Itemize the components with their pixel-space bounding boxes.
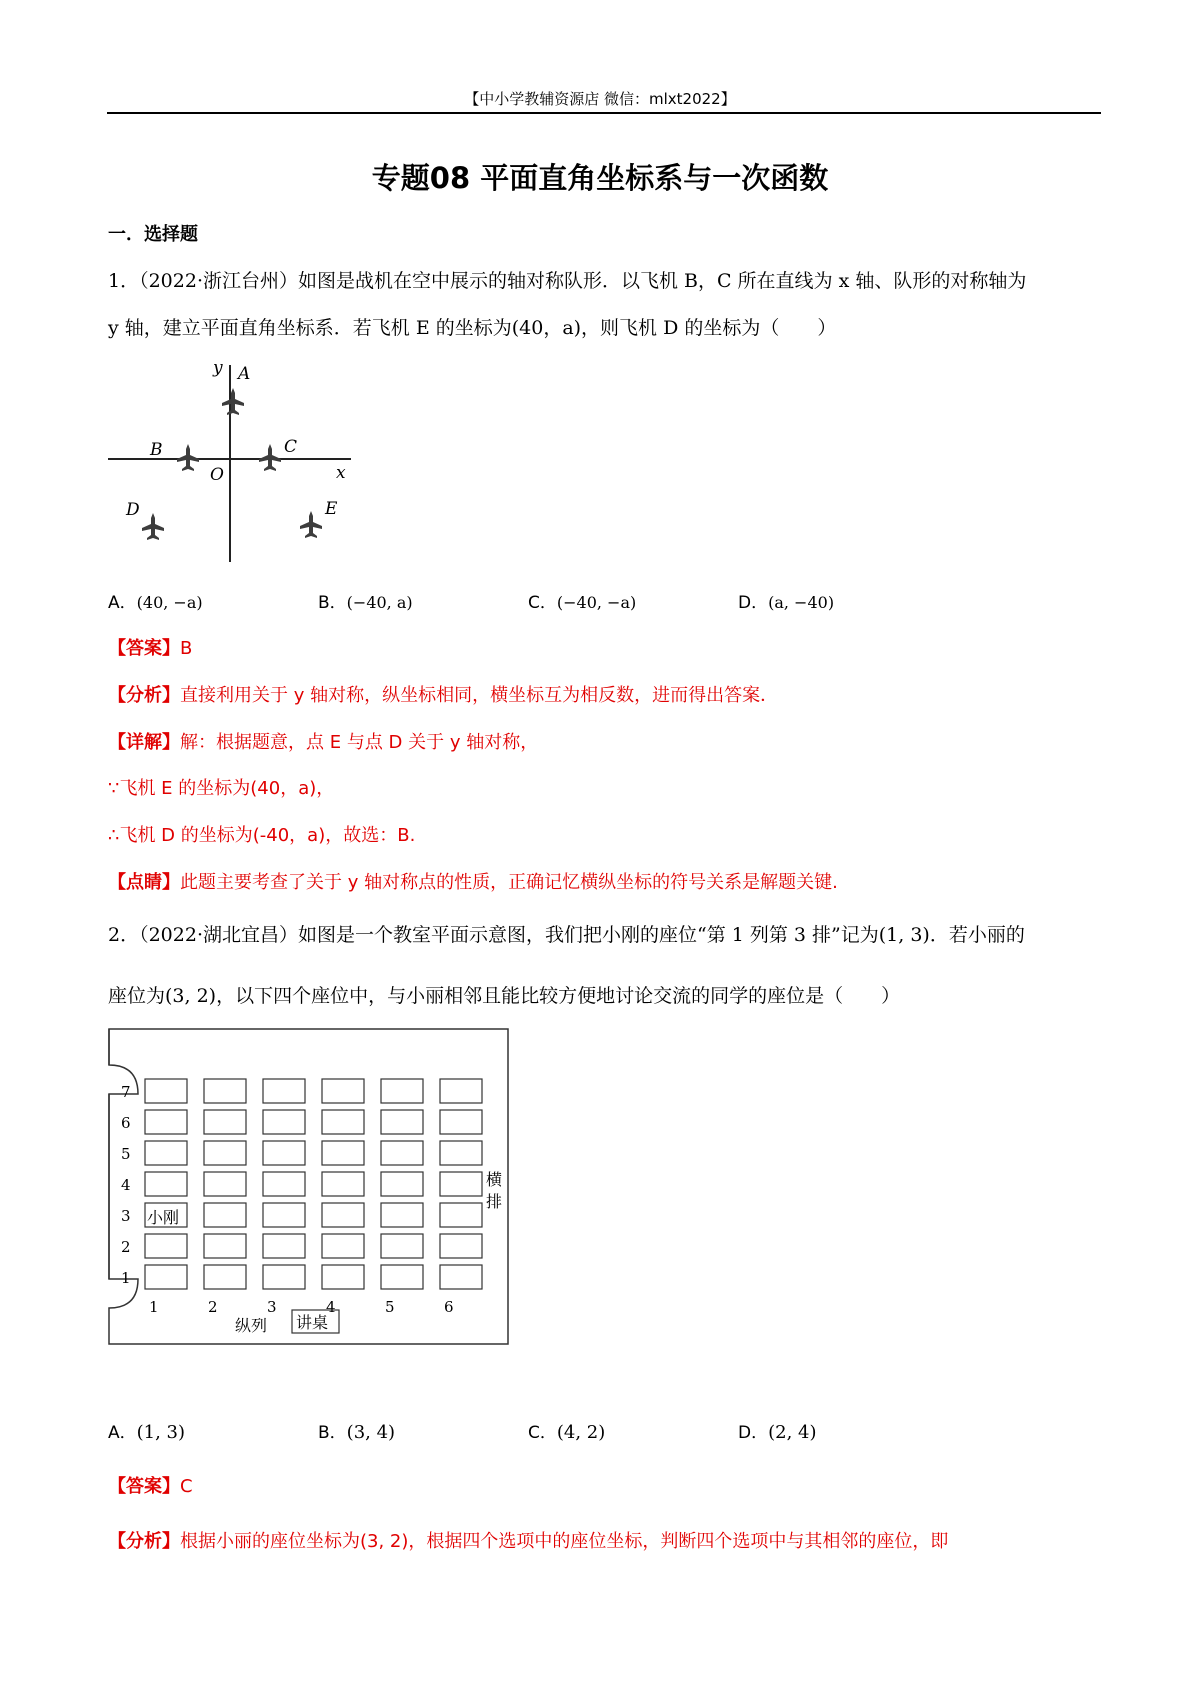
- label-o: O: [210, 465, 224, 485]
- label-c: C: [284, 437, 298, 457]
- seat: [204, 1079, 246, 1103]
- row-number: 7: [121, 1083, 131, 1101]
- seat: [145, 1172, 187, 1196]
- seat: [204, 1203, 246, 1227]
- q1-because: ∵飞机 E 的坐标为(40，a)，: [108, 778, 335, 799]
- classroom-outline: [109, 1029, 508, 1344]
- seat: [381, 1110, 423, 1134]
- page-header: 【中小学教辅资源店 微信：mlxt2022】: [464, 90, 736, 108]
- q2-classroom-figure: [108, 1027, 510, 1347]
- seat: [263, 1141, 305, 1165]
- seat: [440, 1203, 482, 1227]
- row-number: 4: [121, 1176, 131, 1194]
- plane-a: [222, 388, 244, 415]
- seat: [381, 1141, 423, 1165]
- seat: [322, 1203, 364, 1227]
- seat: [440, 1172, 482, 1196]
- column-number: 1: [149, 1298, 159, 1316]
- row-label-2: 排: [486, 1192, 503, 1211]
- seat: [204, 1265, 246, 1289]
- column-number: 5: [385, 1298, 395, 1316]
- seat: [263, 1265, 305, 1289]
- seat: [204, 1172, 246, 1196]
- seat: [322, 1141, 364, 1165]
- q2-option-a[interactable]: A．(1, 3): [108, 1422, 186, 1443]
- q1-stem-line2: y 轴，建立平面直角坐标系．若飞机 E 的坐标为(40，a)，则飞机 D 的坐标为（ ）: [108, 317, 837, 339]
- q1-option-a[interactable]: A．(40, −a): [108, 593, 203, 613]
- q2-option-b[interactable]: B．(3, 4): [318, 1422, 396, 1443]
- seat: [440, 1234, 482, 1258]
- q2-analysis: 【分析】根据小丽的座位坐标为(3, 2)，根据四个选项中的座位坐标，判断四个选项中与其相邻的座位，即: [108, 1531, 949, 1552]
- q1-stem-line1: 1．（2022·浙江台州）如图是战机在空中展示的轴对称队形．以飞机 B，C 所在直线为 x 轴、队形的对称轴为: [108, 270, 1027, 292]
- seat: [322, 1172, 364, 1196]
- seat: [204, 1234, 246, 1258]
- column-number: 6: [444, 1298, 454, 1316]
- seat: [381, 1172, 423, 1196]
- row-number: 3: [121, 1207, 131, 1225]
- xiaogang-label: 小刚: [147, 1208, 180, 1227]
- q1-option-c[interactable]: C．(−40, −a): [528, 593, 637, 613]
- column-number: 2: [208, 1298, 218, 1316]
- label-x: x: [336, 463, 346, 483]
- header-rule: [107, 112, 1101, 114]
- seat: [381, 1234, 423, 1258]
- q1-formation-figure: [108, 355, 368, 565]
- row-label-1: 横: [486, 1170, 503, 1189]
- label-e: E: [325, 499, 338, 519]
- seat: [322, 1110, 364, 1134]
- seat: [322, 1234, 364, 1258]
- page-title: 专题08 平面直角坐标系与一次函数: [371, 161, 829, 195]
- seat: [263, 1172, 305, 1196]
- row-number: 2: [121, 1238, 131, 1256]
- q1-option-d[interactable]: D．(a, −40): [738, 593, 835, 613]
- seat: [204, 1110, 246, 1134]
- seat: [145, 1141, 187, 1165]
- q2-option-c[interactable]: C．(4, 2): [528, 1422, 606, 1443]
- plane-e: [300, 511, 322, 538]
- seat: [263, 1234, 305, 1258]
- row-number: 1: [121, 1269, 131, 1287]
- seat: [145, 1079, 187, 1103]
- seat: [145, 1265, 187, 1289]
- row-numbers: [121, 1083, 131, 1287]
- seat-grid: [145, 1079, 482, 1289]
- seat: [381, 1265, 423, 1289]
- q1-option-b[interactable]: B．(−40, a): [318, 593, 413, 613]
- q1-answer: 【答案】B: [108, 638, 193, 659]
- seat: [322, 1265, 364, 1289]
- plane-c: [259, 444, 281, 471]
- q1-therefore: ∴飞机 D 的坐标为(-40，a)，故选：B.: [108, 825, 416, 846]
- seat: [440, 1265, 482, 1289]
- label-y: y: [213, 358, 223, 378]
- q1-comment: 【点睛】此题主要考查了关于 y 轴对称点的性质，正确记忆横纵坐标的符号关系是解题关键.: [108, 872, 838, 893]
- seat: [263, 1203, 305, 1227]
- column-number: 3: [267, 1298, 277, 1316]
- seat: [440, 1079, 482, 1103]
- label-b: B: [150, 440, 163, 460]
- q1-analysis: 【分析】直接利用关于 y 轴对称，纵坐标相同，横坐标互为相反数，进而得出答案．: [108, 685, 779, 706]
- column-number: 4: [326, 1298, 336, 1316]
- row-number: 6: [121, 1114, 131, 1132]
- q2-stem-line1: 2．（2022·湖北宜昌）如图是一个教室平面示意图，我们把小刚的座位“第 1 列第 3 排”记为(1, 3)．若小丽的: [108, 924, 1025, 946]
- seat: [440, 1141, 482, 1165]
- seat: [322, 1079, 364, 1103]
- seat: [263, 1079, 305, 1103]
- section-heading: 一．选择题: [108, 224, 198, 245]
- q2-option-d[interactable]: D．(2, 4): [738, 1422, 817, 1443]
- q1-detail: 【详解】解：根据题意，点 E 与点 D 关于 y 轴对称，: [108, 732, 539, 753]
- plane-d: [142, 513, 164, 540]
- label-a: A: [238, 364, 251, 384]
- row-number: 5: [121, 1145, 131, 1163]
- seat: [145, 1234, 187, 1258]
- column-label: 纵列: [235, 1316, 268, 1335]
- seat: [263, 1110, 305, 1134]
- seat: [381, 1079, 423, 1103]
- seat: [440, 1110, 482, 1134]
- q2-stem-line2: 座位为(3, 2)，以下四个座位中，与小丽相邻且能比较方便地讨论交流的同学的座位是（ ）: [108, 985, 901, 1007]
- seat: [204, 1141, 246, 1165]
- seat: [145, 1110, 187, 1134]
- q2-answer: 【答案】C: [108, 1476, 193, 1497]
- plane-b: [177, 444, 199, 471]
- seat: [381, 1203, 423, 1227]
- desk-label: 讲桌: [296, 1313, 329, 1332]
- label-d: D: [126, 500, 140, 520]
